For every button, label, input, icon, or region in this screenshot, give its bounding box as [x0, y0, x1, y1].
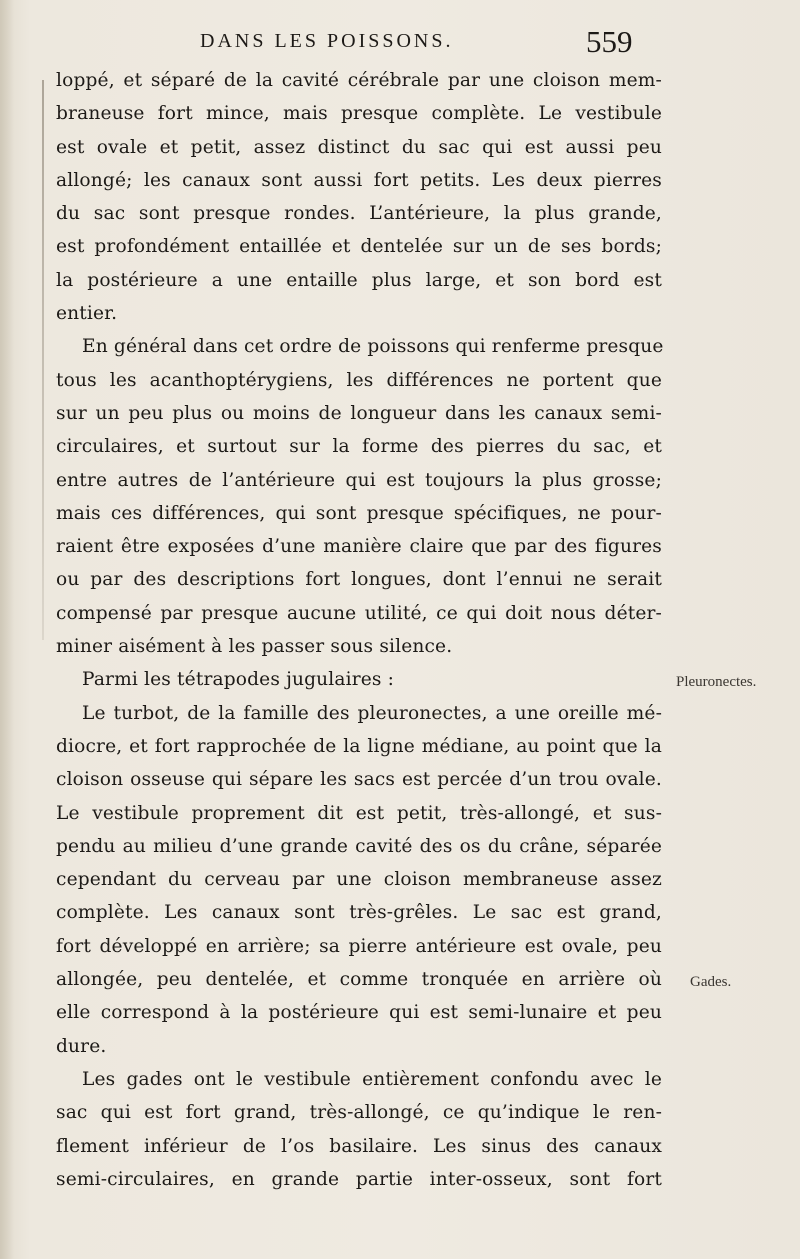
- gutter-shadow: [0, 0, 14, 1259]
- text-line: diocre, et fort rapprochée de la ligne médiane, au point que la: [56, 735, 662, 757]
- binding-edge: [42, 80, 44, 640]
- running-title: DANS LES POISSONS.: [200, 30, 454, 52]
- text-line: Les gades ont le vestibule entièrement confondu avec le: [82, 1068, 662, 1090]
- text-line: entier.: [56, 303, 118, 325]
- text-line: allongé; les canaux sont aussi fort petits. Les deux pierres: [56, 169, 662, 191]
- text-line: pendu au milieu d’une grande cavité des os du crâne, séparée: [56, 835, 662, 857]
- text-line: Parmi les tétrapodes jugulaires :: [82, 669, 395, 691]
- text-line: est profondément entaillée et dentelée sur un de ses bords;: [56, 236, 662, 258]
- text-line: raient être exposées d’une manière claire que par des figures: [56, 536, 662, 558]
- text-line: flement inférieur de l’os basilaire. Les sinus des canaux: [56, 1135, 662, 1157]
- text-line: semi-circulaires, en grande partie inter-osseux, sont fort: [56, 1168, 662, 1190]
- margin-note-gades: Gades.: [690, 974, 732, 990]
- text-line: du sac sont presque rondes. L’antérieure, la plus grande,: [56, 203, 662, 225]
- text-line: entre autres de l’antérieure qui est toujours la plus grosse;: [56, 469, 662, 491]
- text-line: circulaires, et surtout sur la forme des pierres du sac, et: [56, 436, 662, 458]
- running-head: [0, 24, 800, 64]
- text-line: En général dans cet ordre de poissons qui renferme presque: [82, 336, 664, 358]
- text-line: fort développé en arrière; sa pierre antérieure est ovale, peu: [56, 935, 662, 957]
- text-line: ou par des descriptions fort longues, dont l’ennui ne serait: [56, 569, 662, 591]
- text-line: braneuse fort mince, mais presque complète. Le vestibule: [56, 103, 662, 125]
- margin-note-pleuronectes: Pleuronectes.: [676, 674, 757, 690]
- text-line: elle correspond à la postérieure qui est semi-lunaire et peu: [56, 1002, 662, 1024]
- text-line: cloison osseuse qui sépare les sacs est percée d’un trou ovale.: [56, 769, 662, 791]
- text-line: cependant du cerveau par une cloison membraneuse assez: [56, 869, 662, 891]
- text-line: complète. Les canaux sont très-grêles. Le sac est grand,: [56, 902, 662, 924]
- text-line: la postérieure a une entaille plus large, et son bord est: [56, 269, 662, 291]
- text-line: sac qui est fort grand, très-allongé, ce qu’indique le ren-: [56, 1102, 662, 1124]
- text-line: dure.: [56, 1035, 107, 1057]
- text-line: sur un peu plus ou moins de longueur dans les canaux semi-: [56, 402, 662, 424]
- text-line: miner aisément à les passer sous silence.: [56, 636, 453, 658]
- text-line: mais ces différences, qui sont presque spécifiques, ne pour-: [56, 502, 662, 524]
- body-text: [56, 64, 662, 1196]
- text-line: allongée, peu dentelée, et comme tronquée en arrière où: [56, 969, 662, 991]
- text-line: est ovale et petit, assez distinct du sac qui est aussi peu: [56, 136, 662, 158]
- text-line: loppé, et séparé de la cavité cérébrale par une cloison mem-: [56, 70, 662, 91]
- text-line: Le vestibule proprement dit est petit, très-allongé, et sus-: [56, 802, 662, 824]
- text-line: Le turbot, de la famille des pleuronectes, a une oreille mé-: [82, 702, 662, 724]
- page-number: 559: [586, 24, 633, 59]
- text-line: tous les acanthoptérygiens, les différences ne portent que: [56, 369, 662, 391]
- text-line: compensé par presque aucune utilité, ce qui doit nous déter-: [56, 602, 662, 624]
